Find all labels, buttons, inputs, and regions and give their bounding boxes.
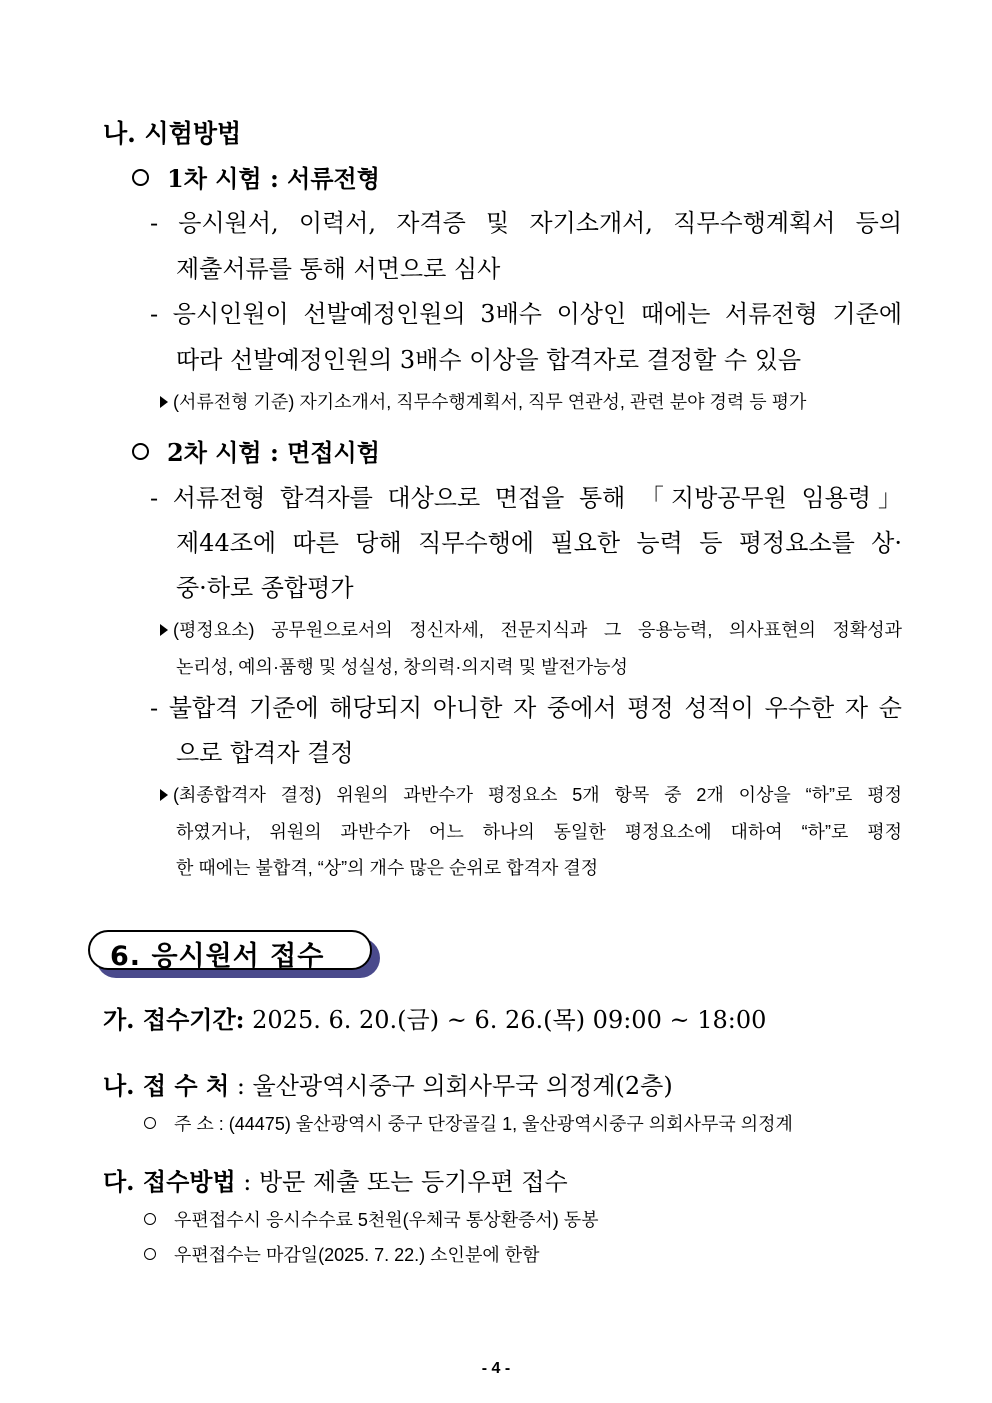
first-note-row — [160, 388, 806, 414]
method-value: : 방문 제출 또는 등기우편 접수 — [243, 1168, 568, 1196]
method-bullet: 우편접수는 마감일(2025. 7. 22.) 소인분에 한함 — [174, 1245, 540, 1265]
second-note2-line3: 한 때에는 불합격, “상”의 개수 많은 순위로 합격자 결정 — [176, 858, 599, 878]
place-label: 나. 접 수 처 — [103, 1071, 230, 1100]
second-item1-line3: 중·하로 종합평가 — [176, 574, 354, 602]
second-note1-row — [160, 616, 902, 642]
second-item1-line1: - 서류전형 합격자를 대상으로 면접을 통해 「지방공무원 임용령」 — [150, 484, 902, 512]
period-row — [103, 1000, 766, 1035]
hollow-circle-icon — [132, 169, 149, 186]
period-label: 가. 접수기간: — [103, 1005, 245, 1034]
hollow-circle-icon — [144, 1117, 156, 1129]
second-note1-line1: (평정요소) 공무원으로서의 정신자세, 전문지식과 그 응용능력, 의사표현의 정확성과 — [173, 620, 902, 640]
second-exam-title: 2차 시험 : 면접시험 — [167, 438, 380, 467]
period-value: 2025. 6. 20.(금) ~ 6. 26.(목) 09:00 ~ 18:00 — [252, 1006, 767, 1034]
section6-title: 6. 응시원서 접수 — [110, 941, 325, 972]
triangle-bullet-icon — [160, 624, 168, 636]
first-item1-line2: 제출서류를 통해 서면으로 심사 — [176, 255, 501, 283]
first-item2-line2: 따라 선발예정인원의 3배수 이상을 합격자로 결정할 수 있음 — [176, 346, 802, 374]
second-note1-line2: 논리성, 예의·품행 및 성실성, 창의력·의지력 및 발전가능성 — [176, 657, 628, 677]
second-exam-title-row — [132, 433, 380, 468]
method-row — [103, 1162, 568, 1197]
place-row — [103, 1066, 673, 1101]
section6-heading-box — [88, 930, 376, 974]
address-text: 주 소 : (44475) 울산광역시 중구 단장골길 1, 울산광역시중구 의회사무국 의정계 — [174, 1114, 793, 1134]
method-bullet-row — [144, 1241, 540, 1267]
place-value: : 울산광역시중구 의회사무국 의정계(2층) — [236, 1072, 673, 1100]
first-exam-title-row — [132, 159, 380, 194]
address-row — [144, 1110, 793, 1136]
second-item1-line2: 제44조에 따른 당해 직무수행에 필요한 능력 등 평정요소를 상· — [176, 529, 902, 557]
triangle-bullet-icon — [160, 789, 168, 801]
second-item2-line2: 으로 합격자 결정 — [176, 739, 354, 767]
first-note: (서류전형 기준) 자기소개서, 직무수행계획서, 직무 연관성, 관련 분야 경력 등 평가 — [173, 392, 807, 412]
hollow-circle-icon — [132, 443, 149, 460]
hollow-circle-icon — [144, 1248, 156, 1260]
second-note2-line1: (최종합격자 결정) 위원의 과반수가 평정요소 5개 항목 중 2개 이상을 “하”로 평정 — [173, 785, 902, 805]
method-label: 다. 접수방법 — [103, 1167, 236, 1196]
second-note2-line2: 하였거나, 위원의 과반수가 어느 하나의 동일한 평정요소에 대하여 “하”로 평정 — [176, 822, 902, 842]
second-note2-row — [160, 781, 902, 807]
method-bullet-row — [144, 1206, 599, 1232]
method-bullet: 우편접수시 응시수수료 5천원(우체국 통상환증서) 동봉 — [174, 1210, 599, 1230]
page-number: - 4 - — [481, 1360, 511, 1377]
exam-method-heading: 나. 시험방법 — [103, 119, 242, 148]
first-item1-line1: - 응시원서, 이력서, 자격증 및 자기소개서, 직무수행계획서 등의 — [150, 209, 902, 237]
second-item2-line1: - 불합격 기준에 해당되지 아니한 자 중에서 평정 성적이 우수한 자 순 — [150, 694, 902, 722]
first-exam-title: 1차 시험 : 서류전형 — [167, 164, 380, 193]
triangle-bullet-icon — [160, 396, 168, 408]
hollow-circle-icon — [144, 1213, 156, 1225]
first-item2-line1: - 응시인원이 선발예정인원의 3배수 이상인 때에는 서류전형 기준에 — [150, 300, 902, 328]
